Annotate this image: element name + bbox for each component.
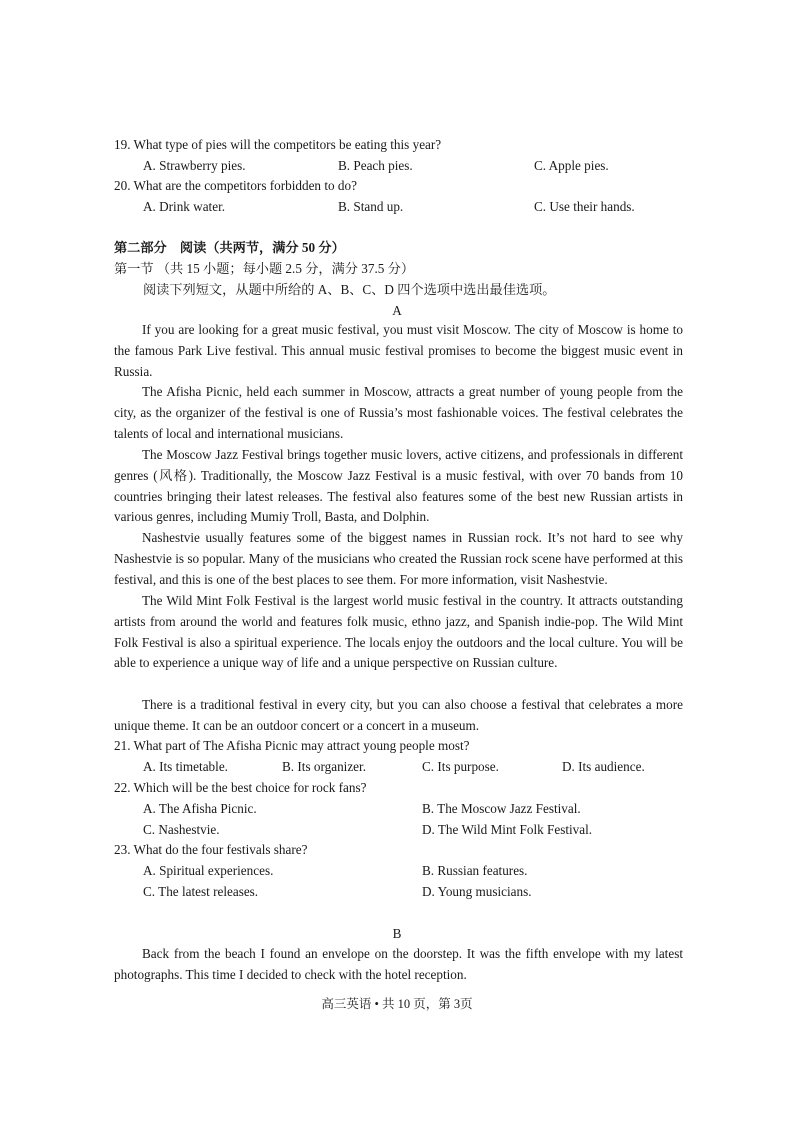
question-21-option-a: A. Its timetable.	[143, 759, 228, 774]
passage-a-paragraph-3: The Moscow Jazz Festival brings together music lovers, active citizens, and professionals in different genres (风格). Traditionally, the Moscow Jazz Festival is a music festival, with over 70 bands from 10 countries bringing their latest releases. The festival also features some of the best new Russian artists in various genres, including Mumiy Troll, Basta, and Dolphin.	[114, 447, 683, 525]
question-22-option-d: D. The Wild Mint Folk Festival.	[422, 822, 593, 837]
question-22-option-b: B. The Moscow Jazz Festival.	[422, 801, 581, 816]
passage-a-paragraph-6: There is a traditional festival in every city, but you can also choose a festival that celebrates a more unique theme. It can be an outdoor concert or a concert in a museum.	[114, 697, 683, 733]
passage-b-label: B	[392, 926, 402, 941]
section-instruction: 阅读下列短文，从题中所给的 A、B、C、D 四个选项中选出最佳选项。	[143, 282, 556, 297]
section-title: 第二部分 阅读（共两节，满分 50 分）	[114, 240, 345, 255]
question-23-option-d: D. Young musicians.	[422, 884, 532, 899]
section-subtitle: 第一节 （共 15 小题；每小题 2.5 分，满分 37.5 分）	[114, 261, 415, 276]
question-23-option-b: B. Russian features.	[422, 863, 528, 878]
question-19-option-a: A. Strawberry pies.	[143, 158, 246, 173]
question-20-option-c: C. Use their hands.	[534, 199, 635, 214]
question-22-option-c: C. Nashestvie.	[143, 822, 220, 837]
passage-a-paragraph-5: The Wild Mint Folk Festival is the largest world music festival in the country. It attracts outstanding artists from around the world and features folk music, ethno jazz, and Spanish indie-pop. The Wild Mint Folk Festival is also a spiritual experience. The locals enjoy the outdoors and the local culture. You will be able to experience a unique way of life and a unique perspective on Russian culture.	[114, 593, 683, 671]
passage-a-paragraph-4: Nashestvie usually features some of the biggest names in Russian rock. It’s not hard to see why Nashestvie is so popular. Many of the musicians who created the Russian rock scene have performed at this festival, and this is one of the best places to see them. For more information, visit Nashestvie.	[114, 530, 683, 587]
question-23-stem: 23. What do the four festivals share?	[114, 842, 308, 857]
question-21-stem: 21. What part of The Afisha Picnic may attract young people most?	[114, 738, 470, 753]
question-23-option-c: C. The latest releases.	[143, 884, 259, 899]
question-19-stem: 19. What type of pies will the competitors be eating this year?	[114, 137, 442, 152]
question-20-stem: 20. What are the competitors forbidden to do?	[114, 178, 357, 193]
question-20-option-b: B. Stand up.	[338, 199, 404, 214]
passage-a-label: A	[392, 303, 402, 318]
question-22-stem: 22. Which will be the best choice for rock fans?	[114, 780, 367, 795]
question-23-option-a: A. Spiritual experiences.	[143, 863, 274, 878]
question-21-option-d: D. Its audience.	[562, 759, 645, 774]
passage-b-paragraph-1: Back from the beach I found an envelope on the doorstep. It was the fifth envelope with my latest photographs. This time I decided to check with the hotel reception.	[114, 946, 683, 982]
passage-a-paragraph-2: The Afisha Picnic, held each summer in Moscow, attracts a great number of young people from the city, as the organizer of the festival is one of Russia’s most fashionable voices. The festival celebrates the talents of local and international musicians.	[114, 384, 683, 441]
question-19-option-b: B. Peach pies.	[338, 158, 413, 173]
question-19-option-c: C. Apple pies.	[534, 158, 609, 173]
question-20-option-a: A. Drink water.	[143, 199, 226, 214]
page-footer: 高三英语 • 共 10 页，第 3页	[321, 997, 473, 1011]
question-21-option-c: C. Its purpose.	[422, 759, 499, 774]
question-22-option-a: A. The Afisha Picnic.	[143, 801, 257, 816]
passage-a-paragraph-1: If you are looking for a great music festival, you must visit Moscow. The city of Moscow is home to the famous Park Live festival. This annual music festival promises to become the biggest music event in Russia.	[114, 322, 683, 379]
question-21-option-b: B. Its organizer.	[282, 759, 366, 774]
